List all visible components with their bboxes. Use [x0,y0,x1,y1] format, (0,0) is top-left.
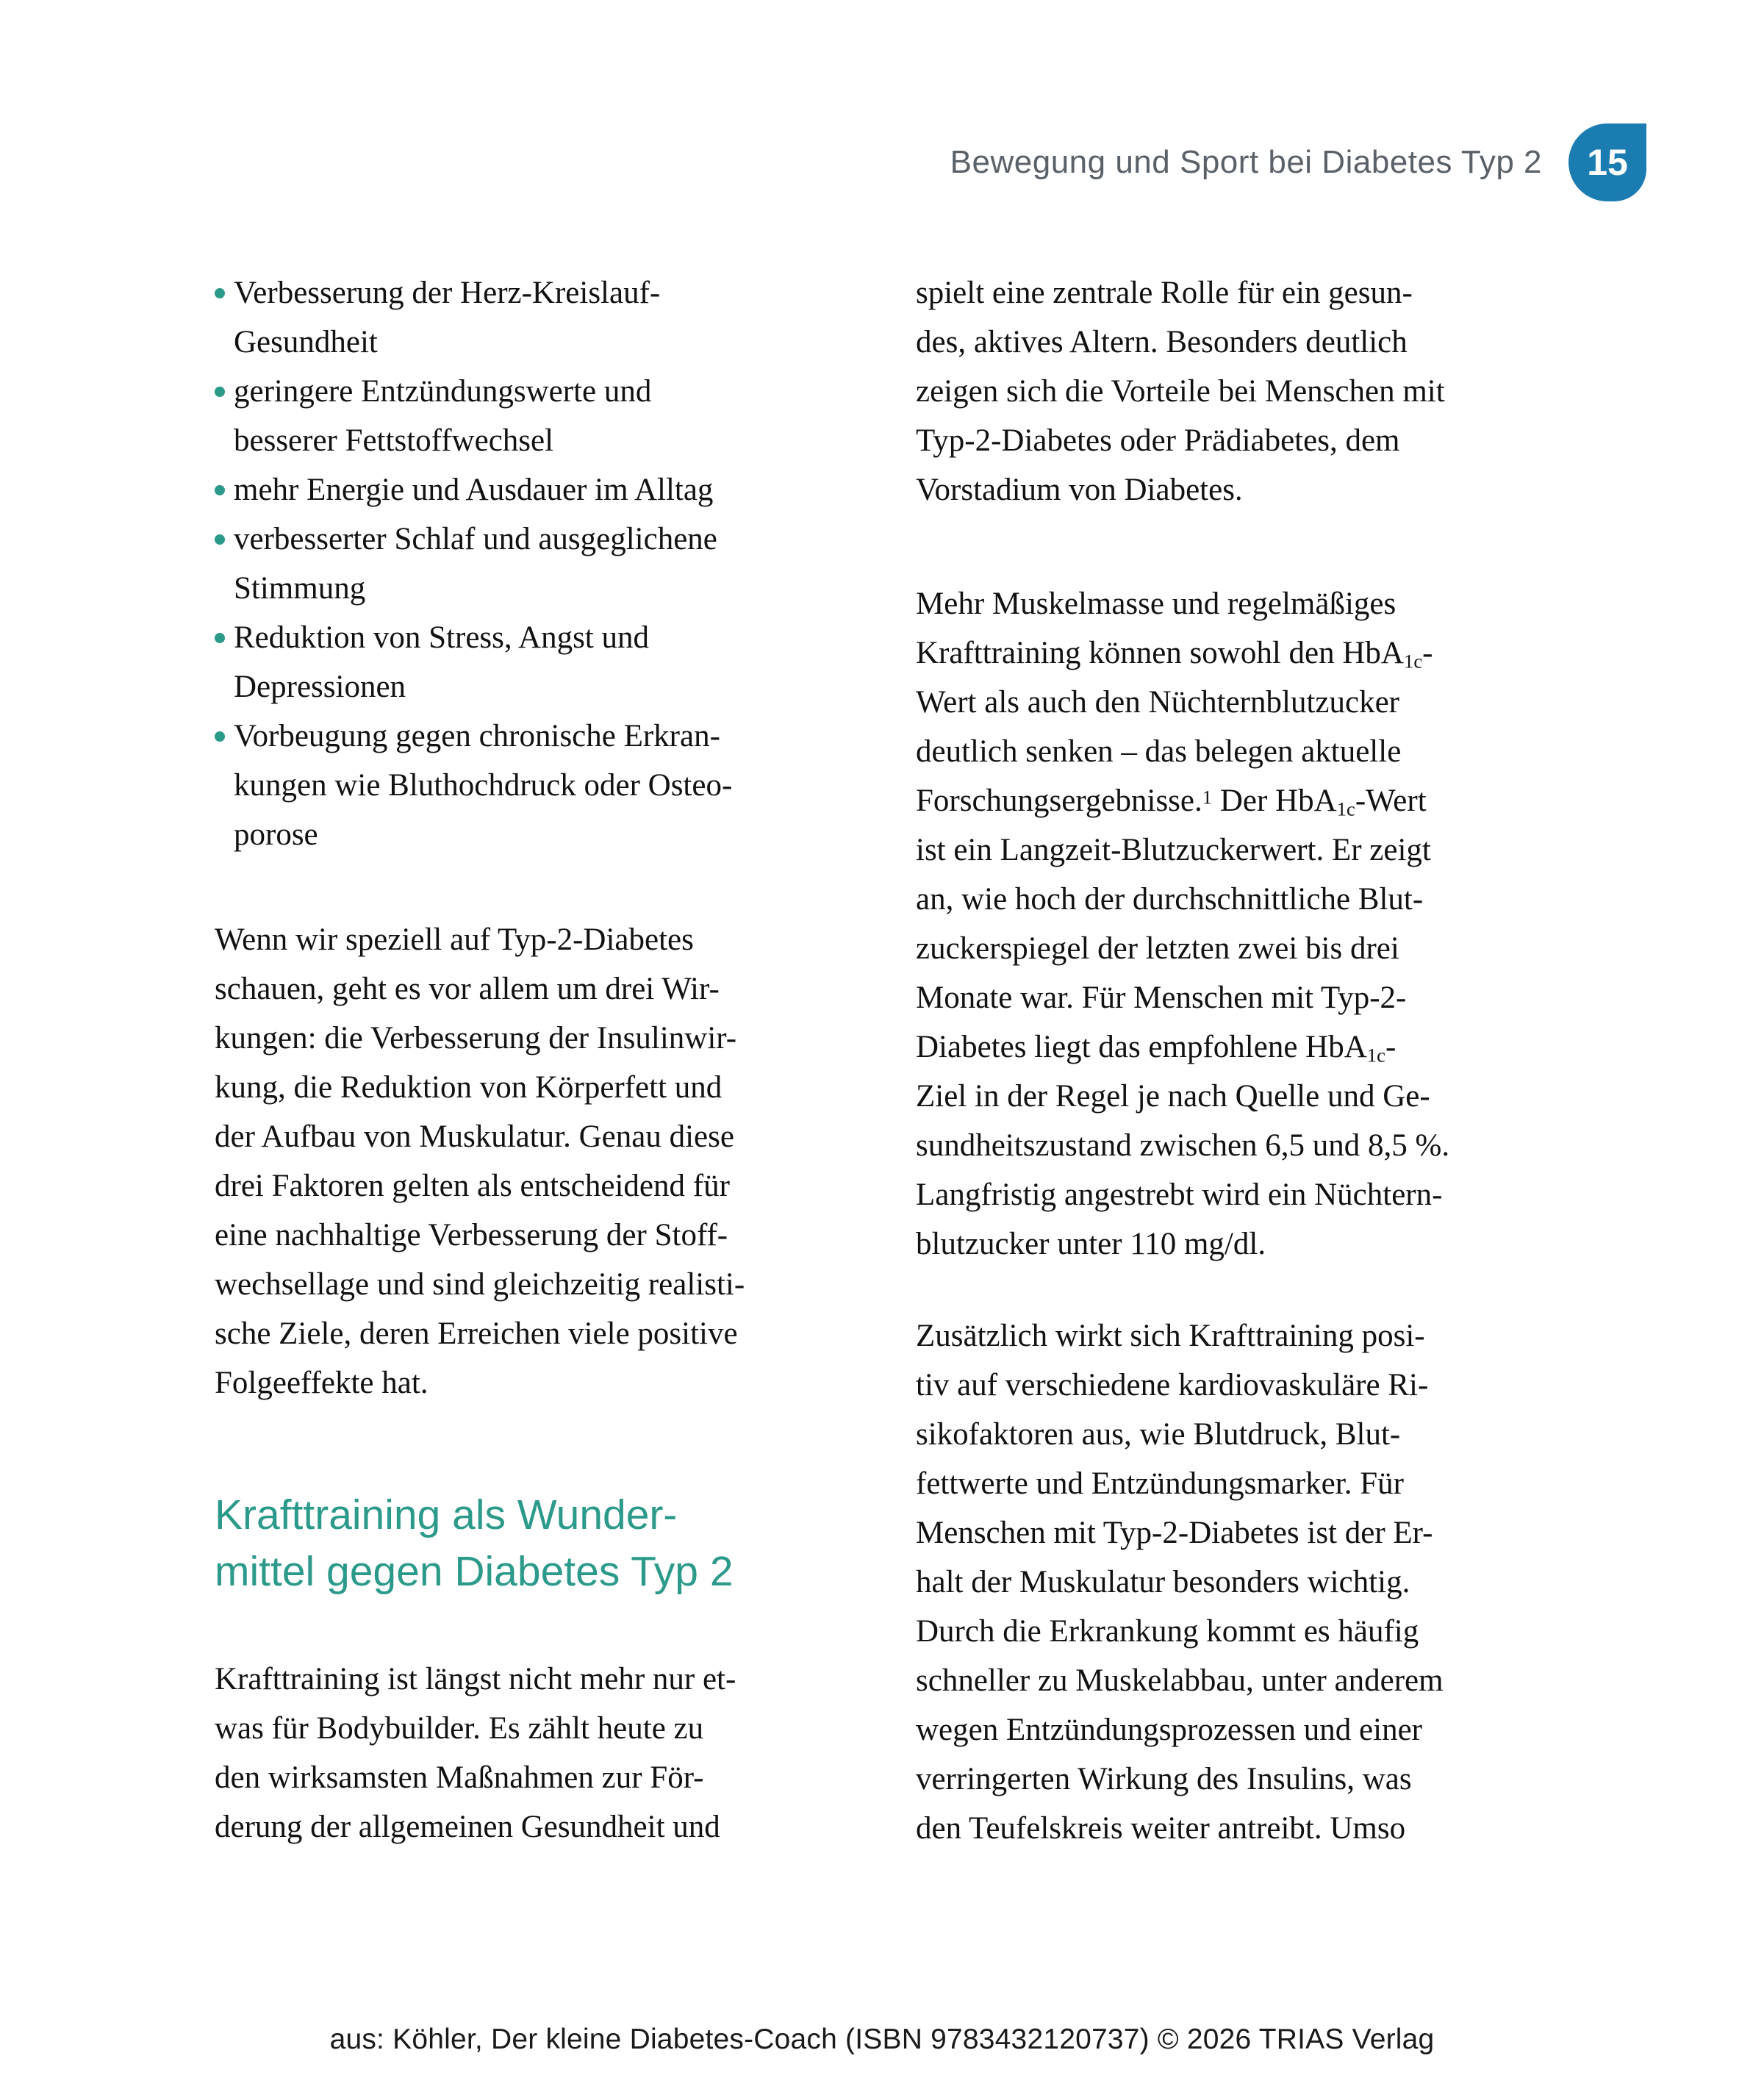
paragraph: Zusätzlich wirkt sich Krafttraining posi- tiv auf verschiedene kardiovaskuläre Ri- sikofaktoren aus, wie Blutdruck, Blut- fettwerte und Entzündungsmarker. Für Menschen mit Typ-2-Diabetes ist der Er- halt der Muskulatur besonders wichtig. Durch die Erkrankung kommt es häufig schneller zu Muskelabbau, unter anderem wegen Entzündungsprozessen und einer verringerten Wirkung des Insulins, was den Teufelskreis weiter antreibt. Umso [916,1319,1444,1846]
list-item [215,465,851,515]
page-number: 15 [1587,142,1628,183]
list-item [215,268,851,367]
text-columns [215,268,1552,1853]
list-item-text: Vorbeugung gegen chronische Erkran- kungen wie Bluthochdruck oder Osteo- porose [234,719,733,852]
right-column [916,268,1552,1853]
section-heading: Krafttraining als Wunder- mittel gegen Diabetes Typ 2 [215,1491,734,1595]
bullet-dot-icon [215,387,225,397]
bullet-dot-icon [215,534,225,545]
list-item-text: Reduktion von Stress, Angst und Depressionen [234,620,650,704]
paragraph: Mehr Muskelmasse und regelmäßiges Krafttraining können sowohl den HbA$_{1c}$- Wert als auch den Nüchternblutzucker deutlich senken – das belegen aktuelle Forschungsergebnisse.$^1$ Der HbA$_{1c}$-Wert ist ein Langzeit-Blutzuckerwert. Er zeigt an, wie hoch der durchschnittliche Blut- zuckerspiegel der letzten zwei bis drei Monate war. Für Menschen mit Typ-2- Diabetes liegt das empfohlene HbA$_{1c}$- Ziel in der Regel je nach Quelle und Ge- sundheitszustand zwischen 6,5 und 8,5 %. Langfristig angestrebt wird ein Nüchtern- blutzucker unter 110 mg/dl. [916,587,1450,1261]
list-item [215,613,851,712]
list-item-text: Verbesserung der Herz-Kreislauf- Gesundheit [234,276,661,359]
page-number-badge [1568,123,1646,201]
paragraph: Krafttraining ist längst nicht mehr nur et- was für Bodybuilder. Es zählt heute zu den wirksamsten Maßnahmen zur För- derung der allgemeinen Gesundheit und [215,1662,736,1844]
source-credit: aus: Köhler, Der kleine Diabetes-Coach (ISBN 9783432120737) © 2026 TRIAS Verlag [329,2024,1435,2055]
bullet-dot-icon [215,633,225,643]
list-item [215,515,851,613]
list-item-text: mehr Energie und Ausdauer im Alltag [234,473,714,507]
bullet-dot-icon [215,288,225,298]
list-item-text: geringere Entzündungswerte und besserer Fettstoffwechsel [234,374,652,458]
bullet-dot-icon [215,731,225,742]
left-column [215,268,851,1853]
list-item [215,367,851,465]
benefits-list [215,268,851,859]
paragraph: spielt eine zentrale Rolle für ein gesun- des, aktives Altern. Besonders deutlich zeigen sich die Vorteile bei Menschen mit Typ-2-Diabetes oder Prädiabetes, dem Vorstadium von Diabetes. [916,276,1445,507]
paragraph: Wenn wir speziell auf Typ-2-Diabetes schauen, geht es vor allem um drei Wir- kungen: die Verbesserung der Insulinwir- kung, die Reduktion von Körperfett und der Aufbau von Muskulatur. Genau diese drei Faktoren gelten als entscheidend für eine nachhaltige Verbesserung der Stoff- wechsellage und sind gleichzeitig realisti- sche Ziele, deren Erreichen viele positive Folgeeffekte hat. [215,922,745,1400]
list-item-text: verbesserter Schlaf und ausgeglichene Stimmung [234,522,717,606]
list-item [215,712,851,859]
running-head: Bewegung und Sport bei Diabetes Typ 2 [950,144,1542,180]
page-header [0,123,1646,201]
bullet-dot-icon [215,485,225,495]
